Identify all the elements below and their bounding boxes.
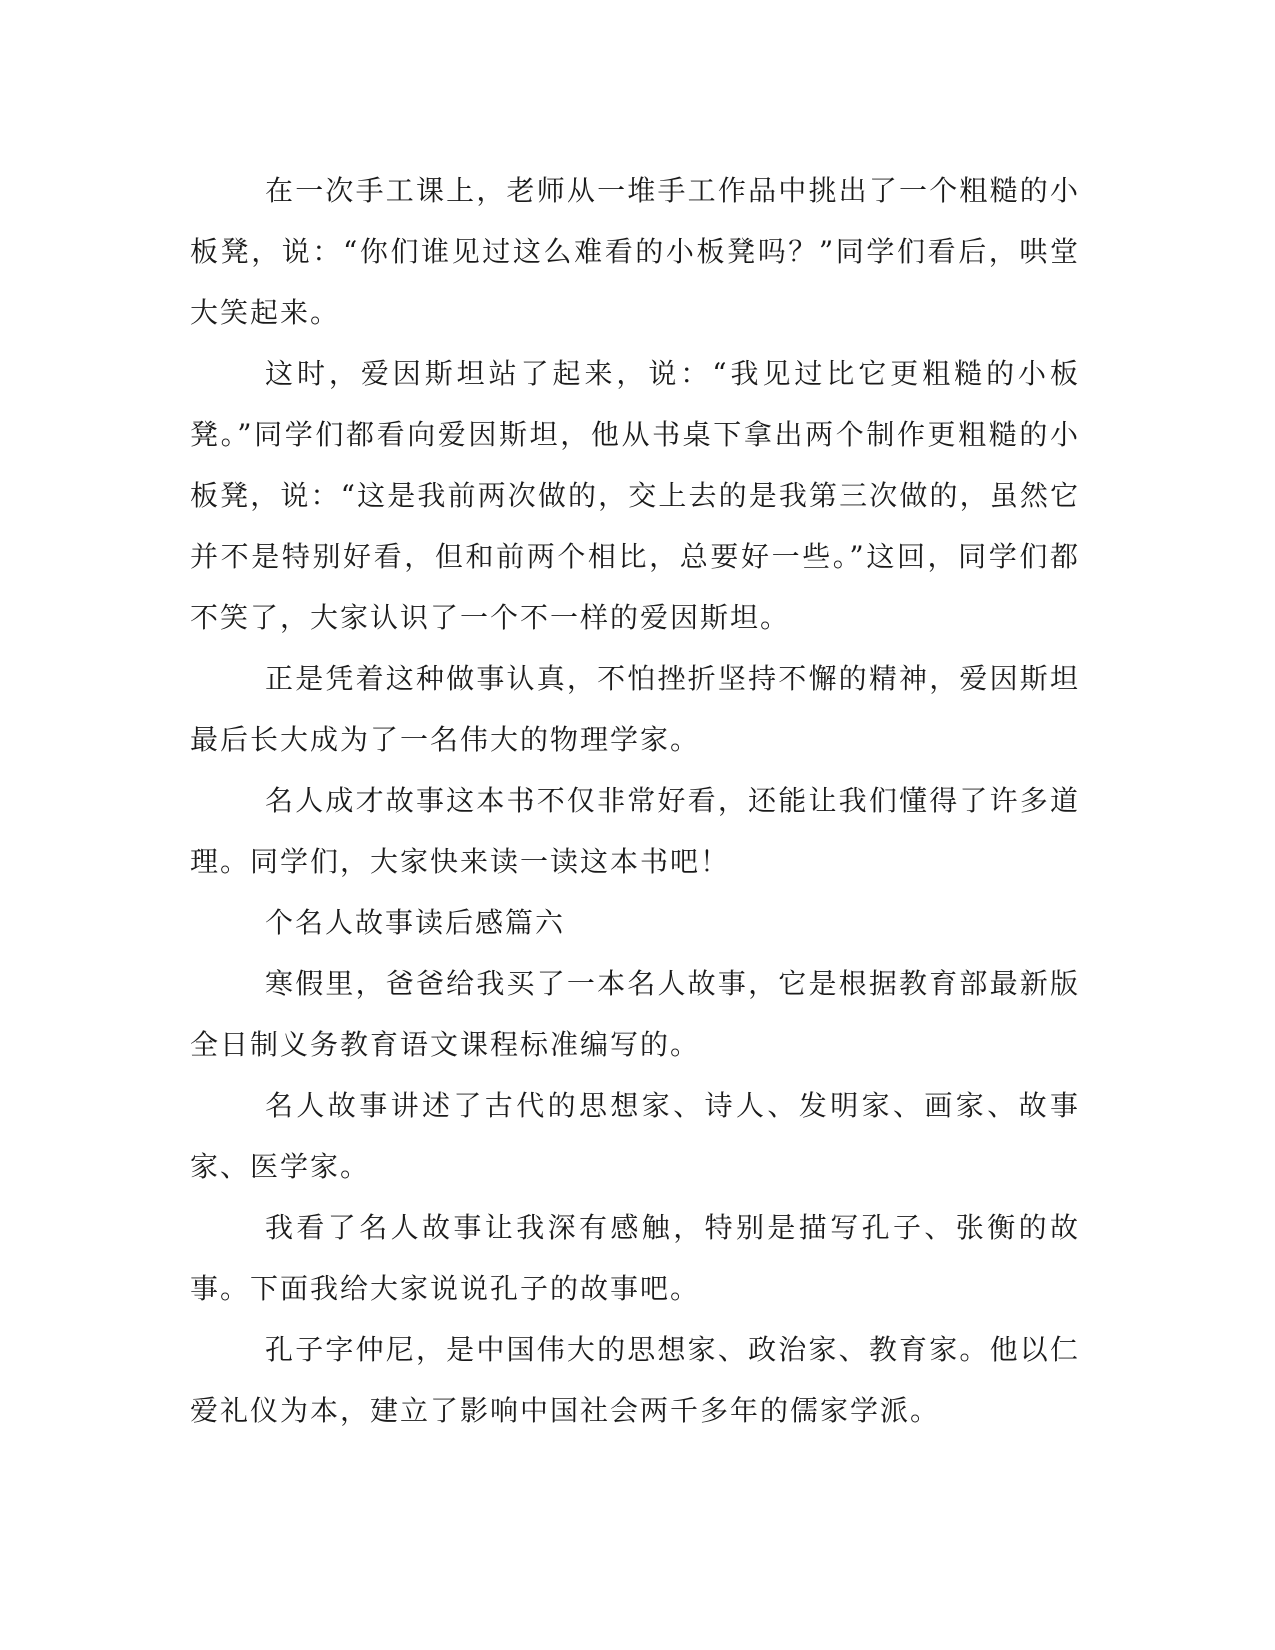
paragraph-7: 我看了名人故事让我深有感触，特别是描写孔子、张衡的故事。下面我给大家说说孔子的故事吧。 — [190, 1211, 1080, 1305]
paragraph-3: 正是凭着这种做事认真，不怕挫折坚持不懈的精神，爱因斯坦最后长大成为了一名伟大的物理学家。 — [190, 662, 1080, 756]
paragraph-5: 寒假里，爸爸给我买了一本名人故事，它是根据教育部最新版全日制义务教育语文课程标准编写的。 — [190, 967, 1080, 1061]
document-body — [190, 160, 1080, 1441]
paragraph-2: 这时，爱因斯坦站了起来，说：“我见过比它更粗糙的小板凳。”同学们都看向爱因斯坦，他从书桌下拿出两个制作更粗糙的小板凳，说：“这是我前两次做的，交上去的是我第三次做的，虽然它并不是特别好看，但和前两个相比，总要好一些。”这回，同学们都不笑了，大家认识了一个不一样的爱因斯坦。 — [190, 357, 1080, 634]
paragraph-1: 在一次手工课上，老师从一堆手工作品中挑出了一个粗糙的小板凳，说：“你们谁见过这么难看的小板凳吗？”同学们看后，哄堂大笑起来。 — [190, 174, 1080, 329]
paragraph-4: 名人成才故事这本书不仅非常好看，还能让我们懂得了许多道理。同学们，大家快来读一读这本书吧！ — [190, 784, 1080, 878]
section-heading: 个名人故事读后感篇六 — [265, 906, 566, 939]
paragraph-8: 孔子字仲尼，是中国伟大的思想家、政治家、教育家。他以仁爱礼仪为本，建立了影响中国社会两千多年的儒家学派。 — [190, 1333, 1080, 1427]
paragraph-6: 名人故事讲述了古代的思想家、诗人、发明家、画家、故事家、医学家。 — [190, 1089, 1080, 1183]
